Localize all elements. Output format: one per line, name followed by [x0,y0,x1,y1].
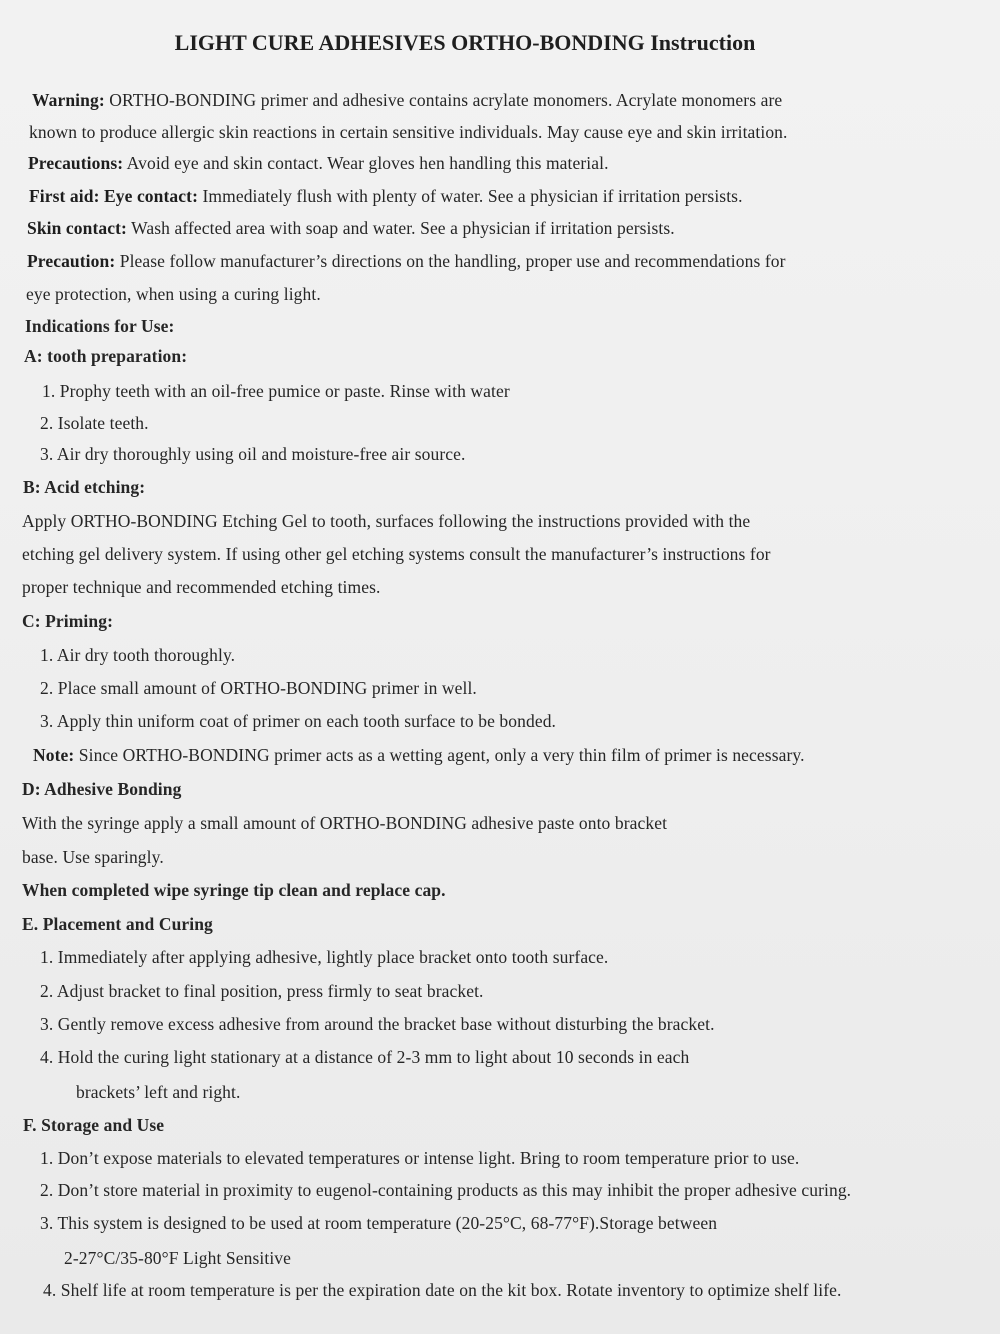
section-f-item: 1. Don’t expose materials to elevated temperatures or intense light. Bring to room temperature prior to use. [40,1148,800,1168]
section-e-item: 1. Immediately after applying adhesive, lightly place bracket onto tooth surface. [40,947,609,967]
section-e-item: 2. Adjust bracket to final position, press firmly to seat bracket. [40,981,484,1001]
skin-contact-line [27,217,675,239]
precautions-text: Avoid eye and skin contact. Wear gloves hen handling this material. [123,153,609,173]
warning-line-1 [32,89,782,111]
section-c-item: 2. Place small amount of ORTHO-BONDING primer in well. [40,678,477,698]
note-text: Since ORTHO-BONDING primer acts as a wetting agent, only a very thin film of primer is necessary. [74,745,805,765]
section-e-item: 3. Gently remove excess adhesive from around the bracket base without disturbing the bracket. [40,1014,715,1034]
section-f-heading: F. Storage and Use [23,1115,165,1135]
skin-contact-text: Wash affected area with soap and water. See a physician if irritation persists. [127,218,675,238]
precautions-line [28,152,609,174]
section-b-line: etching gel delivery system. If using other gel etching systems consult the manufacturer’s instructions for [22,544,771,564]
section-c-item: 1. Air dry tooth thoroughly. [40,645,236,665]
first-aid-text: Immediately flush with plenty of water. See a physician if irritation persists. [198,186,743,206]
first-aid-line [29,185,743,207]
section-a-item: 3. Air dry thoroughly using oil and moisture-free air source. [40,444,466,464]
precautions-label: Precautions: [28,153,124,173]
section-b-line: Apply ORTHO-BONDING Etching Gel to tooth, surfaces following the instructions provided with the [22,511,751,531]
section-a-item: 1. Prophy teeth with an oil-free pumice or paste. Rinse with water [42,381,510,401]
section-d-bold-line: When completed wipe syringe tip clean and replace cap. [22,880,446,900]
section-d-line: With the syringe apply a small amount of ORTHO-BONDING adhesive paste onto bracket [22,813,668,833]
section-b-line: proper technique and recommended etching times. [22,577,381,597]
warning-label: Warning: [32,90,105,110]
warning-line-2: known to produce allergic skin reactions in certain sensitive individuals. May cause eye and skin irritation. [29,122,788,142]
section-c-item: 3. Apply thin uniform coat of primer on each tooth surface to be bonded. [40,711,557,731]
section-d-line: base. Use sparingly. [22,847,164,867]
section-d-heading: D: Adhesive Bonding [22,779,182,799]
precaution-line-2: eye protection, when using a curing light. [26,284,321,304]
section-e-heading: E. Placement and Curing [22,914,213,934]
first-aid-label: First aid: Eye contact: [29,186,198,206]
section-c-heading: C: Priming: [22,611,114,631]
section-c-note [33,744,805,766]
section-a-heading: A: tooth preparation: [24,346,188,366]
section-f-item: 2. Don’t store material in proximity to eugenol-containing products as this may inhibit the proper adhesive curing. [40,1180,852,1200]
precaution-text-1: Please follow manufacturer’s directions on the handling, proper use and recommendations for [115,251,786,271]
indications-heading: Indications for Use: [25,316,175,336]
section-e-item-continuation: brackets’ left and right. [76,1082,241,1102]
note-label: Note: [33,745,75,765]
section-f-item: 3. This system is designed to be used at room temperature (20-25°C, 68-77°F).Storage between [40,1213,718,1233]
section-a-item: 2. Isolate teeth. [40,413,149,433]
section-b-heading: B: Acid etching: [23,477,146,497]
precaution-line-1 [27,250,786,272]
section-f-item: 4. Shelf life at room temperature is per the expiration date on the kit box. Rotate inventory to optimize shelf life. [43,1280,842,1300]
precaution-label: Precaution: [27,251,116,271]
section-e-item: 4. Hold the curing light stationary at a distance of 2-3 mm to light about 10 seconds in each [40,1047,690,1067]
warning-text-1: ORTHO-BONDING primer and adhesive contains acrylate monomers. Acrylate monomers are [104,90,783,110]
section-f-item-continuation: 2-27°C/35-80°F Light Sensitive [64,1248,291,1268]
skin-contact-label: Skin contact: [27,218,127,238]
page-title: LIGHT CURE ADHESIVES ORTHO-BONDING Instruction [174,30,756,55]
